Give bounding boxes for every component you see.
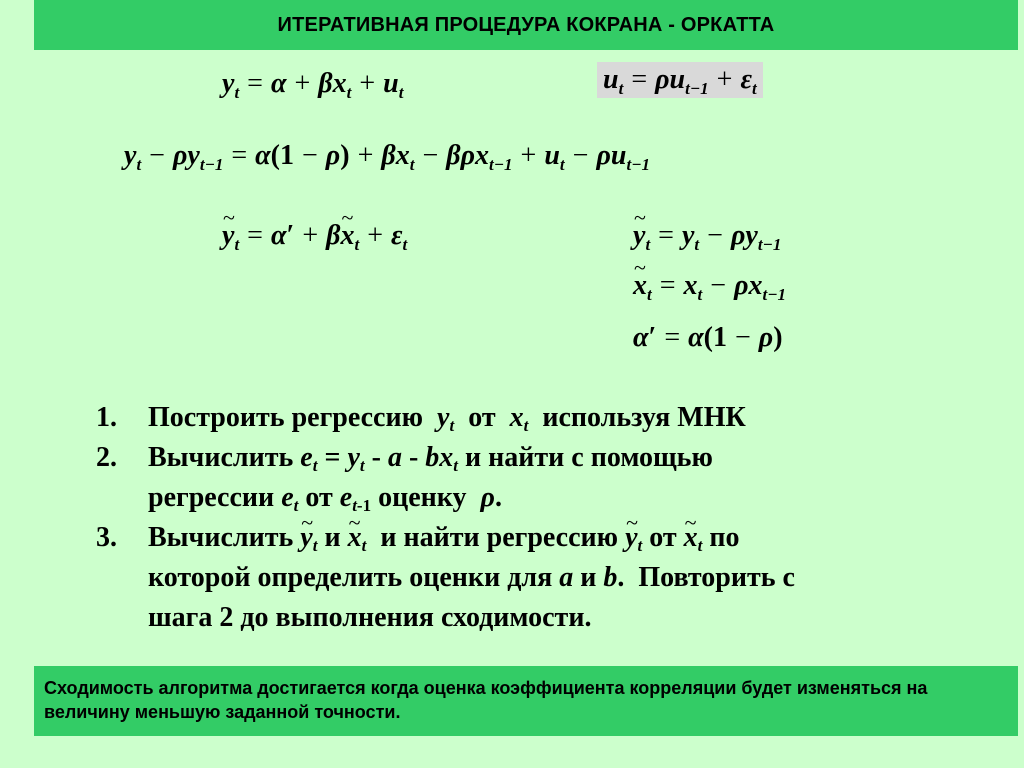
convergence-note: Сходимость алгоритма достигается когда оценка коэффициента корреляции будет изменяться на величину меньшую заданной точности. [34,666,1018,736]
model-equation: $y_t = \alpha + \beta x_t + u_t$ [222,68,404,102]
differenced-equation: $y_t - \rho y_{t-1} = \alpha(1 - \rho) + \beta x_t - \beta\rho x_{t-1} + u_t - \rho u_{t-1}$ [124,140,650,174]
step-3: 3. Вычислить ~ $y_t$ и ~ $x_t$ и найти регрессию ~ $y_t$ от ~ $x_t$ по которой определить оценки для a и b. Повторить с шага 2 до выполнения сходимости. [96,518,956,638]
error-ar1-equation: $u_t = \rho u_{t-1} + \varepsilon_t$ [597,62,763,98]
y-tilde-definition: ~ $y_t = y_t - \rho y_{t-1}$ [633,222,781,250]
x-tilde-definition: ~ $x_t = x_t - \rho x_{t-1}$ [633,272,786,300]
algorithm-steps [96,398,956,638]
step-2: 2. Вычислить $e_t = y_t - a - bx_t$ и найти с помощью регрессии $e_t$ от $e_{t-1}$ оценку ρ. [96,442,713,515]
slide-title: ИТЕРАТИВНАЯ ПРОЦЕДУРА КОКРАНА - ОРКАТТА [277,13,775,36]
step-1: 1. Построить регрессию $y_t$ от $x_t$ используя МНК [96,402,746,435]
alpha-prime-definition: α′ = α(1 − ρ) [633,322,783,353]
title-bar [34,0,1018,50]
transformed-model-equation: ~ $y_t = \alpha'$ + β~ $x_t + \varepsilon_t$ [222,222,407,250]
